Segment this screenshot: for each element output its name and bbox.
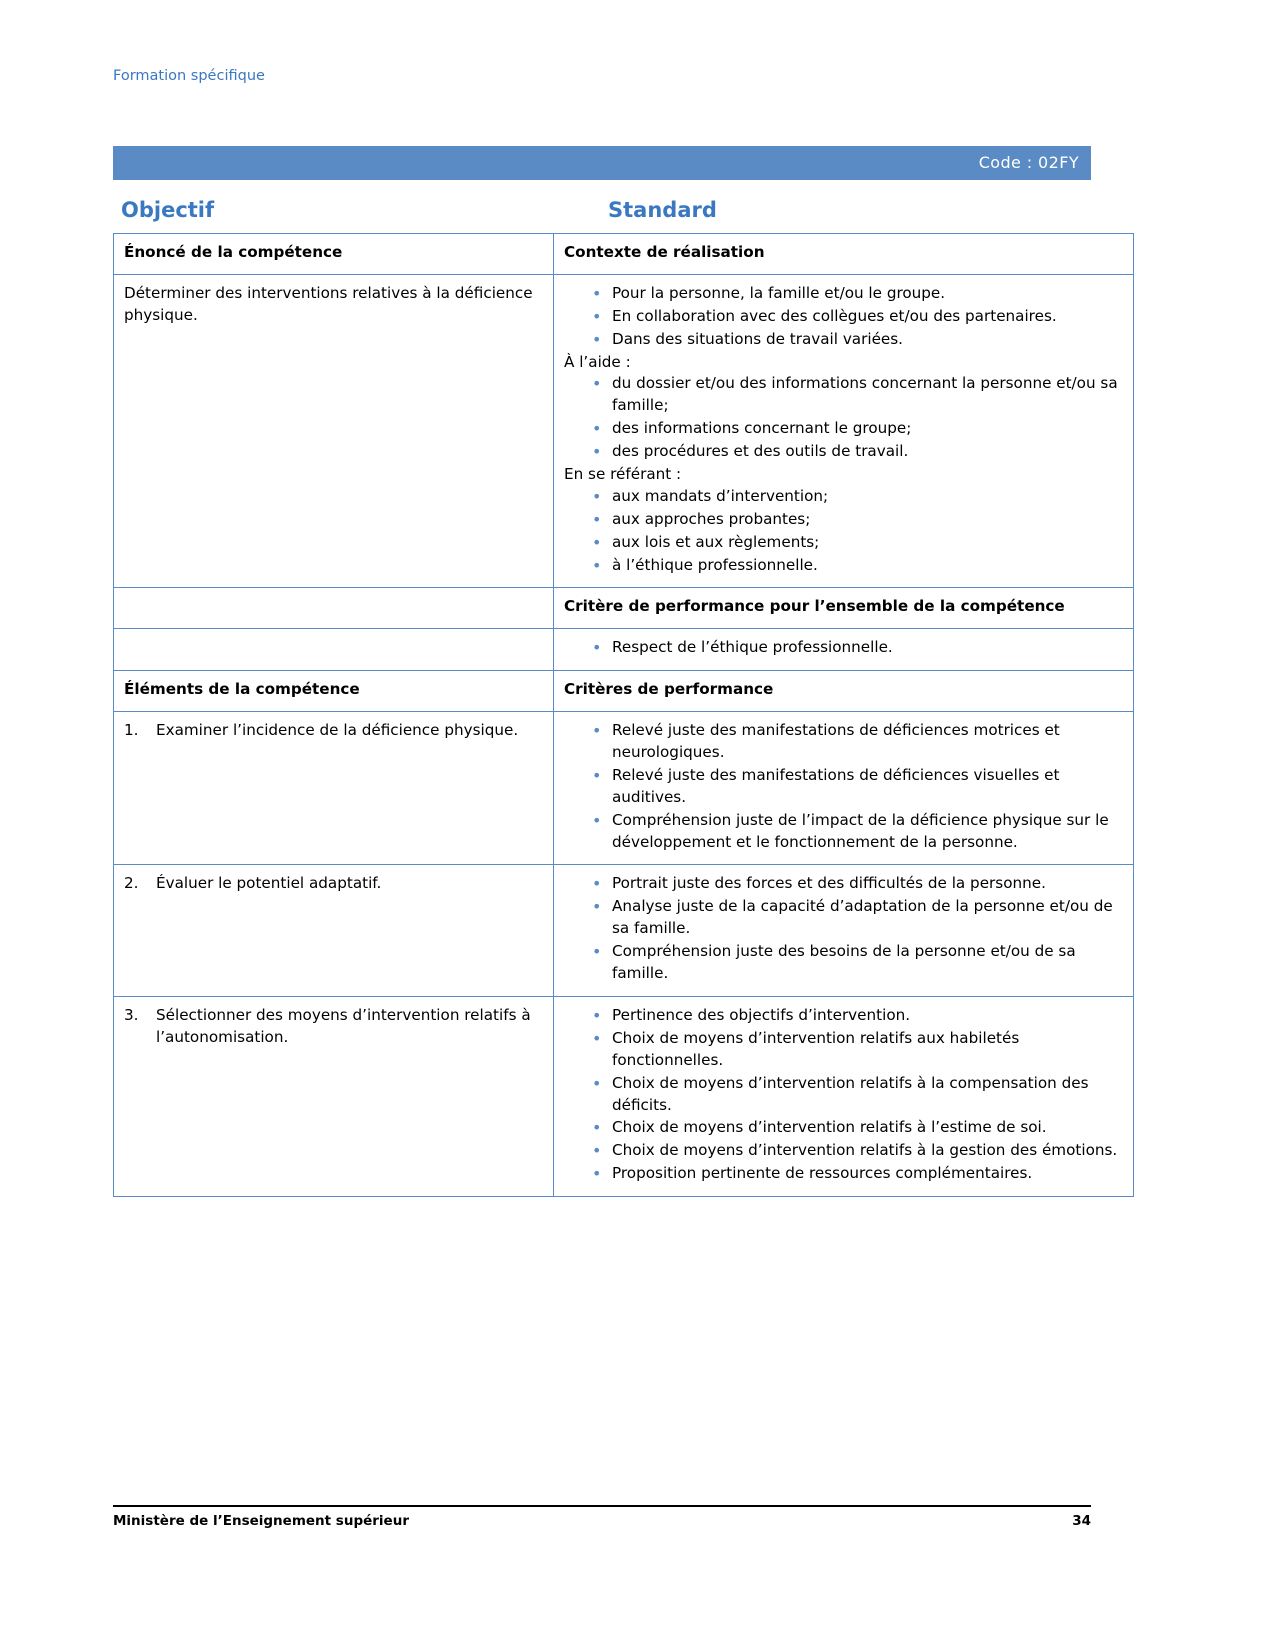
table-row <box>114 865 1134 996</box>
enonce-text: Déterminer des interventions relatives à la déficience physique. <box>124 283 533 324</box>
list-item: • Compréhension juste de l’impact de la déficience physique sur le développement et le fonctionnement de la personne. <box>564 810 1123 854</box>
element-2-wrapper <box>124 873 543 895</box>
empty-text <box>124 596 543 618</box>
criteres-1-bullets <box>564 720 1123 853</box>
elements-header-text: Éléments de la compétence <box>124 680 360 699</box>
cell-empty-2 <box>114 629 554 671</box>
code-bar <box>113 146 1091 180</box>
list-item: • En collaboration avec des collègues et/ou des partenaires. <box>564 306 1123 328</box>
cell-empty-1 <box>114 588 554 629</box>
list-item: • Analyse juste de la capacité d’adaptation de la personne et/ou de sa famille. <box>564 896 1123 940</box>
cell-contexte-body <box>554 274 1134 588</box>
table-row <box>114 588 1134 629</box>
cell-element-2 <box>114 865 554 996</box>
list-item <box>124 873 543 895</box>
critere-ensemble-bullets <box>564 637 1123 659</box>
element-2-number: 2. <box>124 874 139 893</box>
list-item: • aux mandats d’intervention; <box>564 486 1123 508</box>
list-item: • Choix de moyens d’intervention relatifs à la gestion des émotions. <box>564 1140 1123 1162</box>
list-item: • Choix de moyens d’intervention relatifs aux habiletés fonctionnelles. <box>564 1028 1123 1072</box>
column-heading-standard: Standard <box>608 198 717 222</box>
column-heading-objectif: Objectif <box>121 198 215 222</box>
list-item: • Proposition pertinente de ressources complémentaires. <box>564 1163 1123 1185</box>
list-item: • aux approches probantes; <box>564 509 1123 531</box>
cell-enonce-header <box>114 234 554 275</box>
cell-critere-ensemble-body <box>554 629 1134 671</box>
criteres-2-bullets <box>564 873 1123 984</box>
cell-criteres-1 <box>554 712 1134 865</box>
cell-critere-ensemble-header <box>554 588 1134 629</box>
table-row <box>114 671 1134 712</box>
element-1-wrapper <box>124 720 543 742</box>
table-row <box>114 629 1134 671</box>
cell-elements-header <box>114 671 554 712</box>
table-row <box>114 712 1134 865</box>
code-label: Code : 02FY <box>978 153 1079 172</box>
table-row <box>114 996 1134 1196</box>
list-item: • Choix de moyens d’intervention relatifs à la compensation des déficits. <box>564 1073 1123 1117</box>
list-item: • Choix de moyens d’intervention relatifs à l’estime de soi. <box>564 1117 1123 1139</box>
list-item: • aux lois et aux règlements; <box>564 532 1123 554</box>
footer-divider <box>113 1505 1091 1507</box>
list-item: • à l’éthique professionnelle. <box>564 555 1123 577</box>
cell-enonce-body <box>114 274 554 588</box>
list-item: • du dossier et/ou des informations concernant la personne et/ou sa famille; <box>564 373 1123 417</box>
element-1-number: 1. <box>124 721 139 740</box>
criteres-header-text: Critères de performance <box>564 680 774 699</box>
table-row <box>114 234 1134 275</box>
contexte-bullets-3 <box>564 486 1123 577</box>
contexte-label-aide: À l’aide : <box>564 352 631 371</box>
element-3-number: 3. <box>124 1005 139 1024</box>
cell-contexte-header <box>554 234 1134 275</box>
footer-ministry: Ministère de l’Enseignement supérieur <box>113 1513 409 1529</box>
list-item <box>124 1005 543 1049</box>
contexte-label-referant: En se référant : <box>564 465 682 484</box>
element-1-label: Examiner l’incidence de la déficience physique. <box>156 721 519 740</box>
footer-page-number: 34 <box>1072 1513 1091 1529</box>
list-item <box>124 720 543 742</box>
table-row <box>114 274 1134 588</box>
list-item: • des informations concernant le groupe; <box>564 418 1123 440</box>
cell-criteres-2 <box>554 865 1134 996</box>
list-item: • Respect de l’éthique professionnelle. <box>564 637 1123 659</box>
contexte-header-text: Contexte de réalisation <box>564 243 765 261</box>
contexte-bullets-2 <box>564 373 1123 463</box>
enonce-header-text: Énoncé de la compétence <box>124 243 343 261</box>
list-item: • Dans des situations de travail variées. <box>564 329 1123 351</box>
cell-element-3 <box>114 996 554 1196</box>
competency-table <box>113 233 1134 1197</box>
cell-criteres-header <box>554 671 1134 712</box>
list-item: • Pour la personne, la famille et/ou le groupe. <box>564 283 1123 305</box>
criteres-3-bullets <box>564 1005 1123 1185</box>
critere-ensemble-header-text: Critère de performance pour l’ensemble de la compétence <box>564 597 1065 616</box>
cell-element-1 <box>114 712 554 865</box>
contexte-bullets-1 <box>564 283 1123 351</box>
element-2-label: Évaluer le potentiel adaptatif. <box>156 874 382 893</box>
list-item: • Pertinence des objectifs d’intervention. <box>564 1005 1123 1027</box>
element-3-label: Sélectionner des moyens d’intervention relatifs à l’autonomisation. <box>156 1005 531 1046</box>
element-3-wrapper <box>124 1005 543 1049</box>
list-item: • Relevé juste des manifestations de déficiences motrices et neurologiques. <box>564 720 1123 764</box>
list-item: • Relevé juste des manifestations de déficiences visuelles et auditives. <box>564 765 1123 809</box>
empty-text <box>124 637 543 659</box>
list-item: • Portrait juste des forces et des difficultés de la personne. <box>564 873 1123 895</box>
cell-criteres-3 <box>554 996 1134 1196</box>
list-item: • des procédures et des outils de travail. <box>564 441 1123 463</box>
section-note: Formation spécifique <box>113 68 265 84</box>
list-item: • Compréhension juste des besoins de la personne et/ou de sa famille. <box>564 941 1123 985</box>
